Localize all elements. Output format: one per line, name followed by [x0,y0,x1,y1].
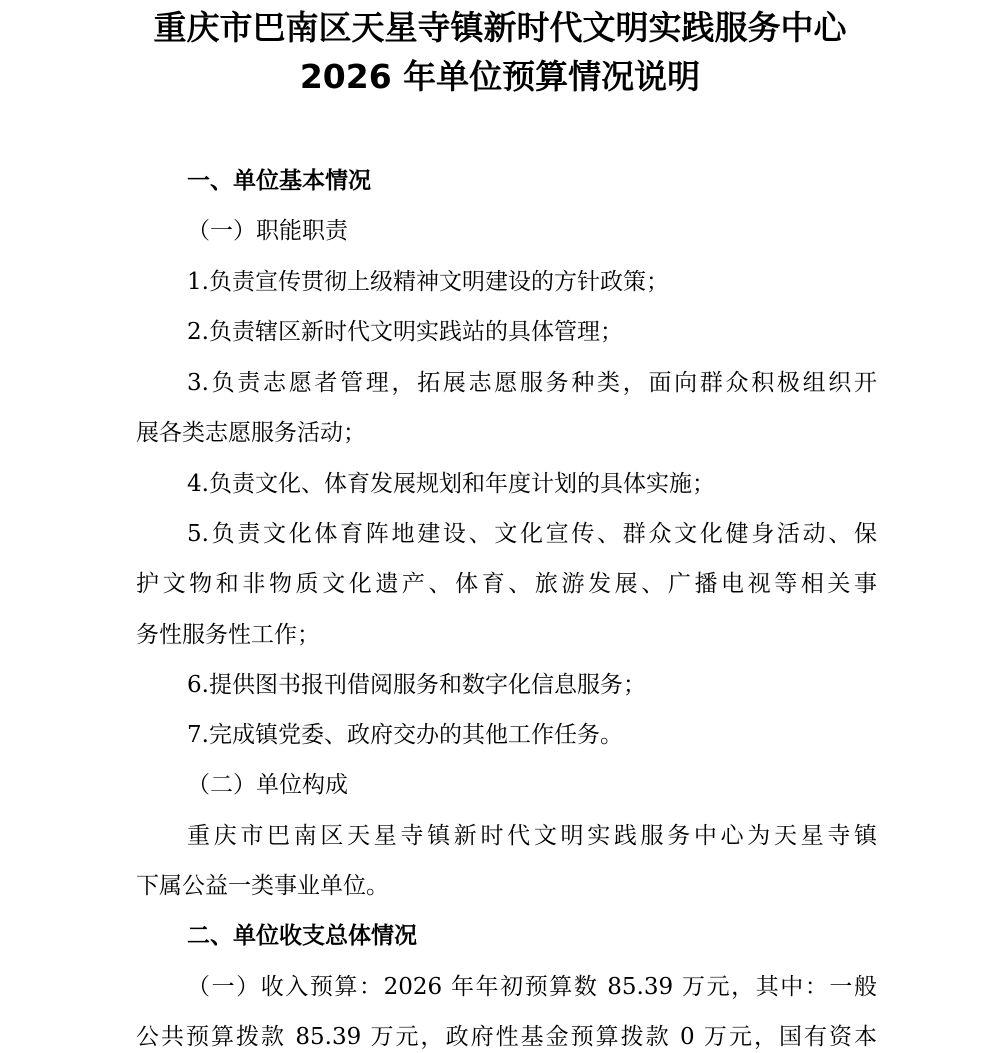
duty-item-5-line-3: 务性服务性工作； [136,622,320,648]
duty-item-2: 2.负责辖区新时代文明实践站的具体管理； [187,319,623,345]
composition-line-2: 下属公益一类事业单位。 [136,873,389,899]
duty-item-3-line-2: 展各类志愿服务活动； [136,420,366,446]
duty-item-4: 4.负责文化、体育发展规划和年度计划的具体实施； [187,471,715,497]
duty-item-5-line-2: 护文物和非物质文化遗产、体育、旅游发展、广播电视等相关事 [136,571,877,597]
section-1-heading: 一、单位基本情况 [187,168,371,194]
document-title-line-1: 重庆市巴南区天星寺镇新时代文明实践服务中心 [153,8,847,47]
composition-line-1: 重庆市巴南区天星寺镇新时代文明实践服务中心为天星寺镇 [187,823,877,849]
income-budget-line-1: （一）收入预算：2026 年年初预算数 85.39 万元，其中：一般 [187,974,877,1000]
document-title-line-2: 2026 年单位预算情况说明 [299,57,701,96]
duty-item-1: 1.负责宣传贯彻上级精神文明建设的方针政策； [187,269,669,295]
duty-item-5-line-1: 5.负责文化体育阵地建设、文化宣传、群众文化健身活动、保 [187,521,877,547]
section-2-heading: 二、单位收支总体情况 [187,923,417,949]
duty-item-3-line-1: 3.负责志愿者管理，拓展志愿服务种类，面向群众积极组织开 [187,370,877,396]
duty-item-7: 7.完成镇党委、政府交办的其他工作任务。 [187,722,623,748]
subsection-duties-heading: （一）职能职责 [187,218,348,244]
duty-item-6: 6.提供图书报刊借阅服务和数字化信息服务； [187,672,646,698]
income-budget-line-2: 公共预算拨款 85.39 万元，政府性基金预算拨款 0 万元，国有资本 [136,1024,877,1050]
subsection-composition-heading: （二）单位构成 [187,772,348,798]
